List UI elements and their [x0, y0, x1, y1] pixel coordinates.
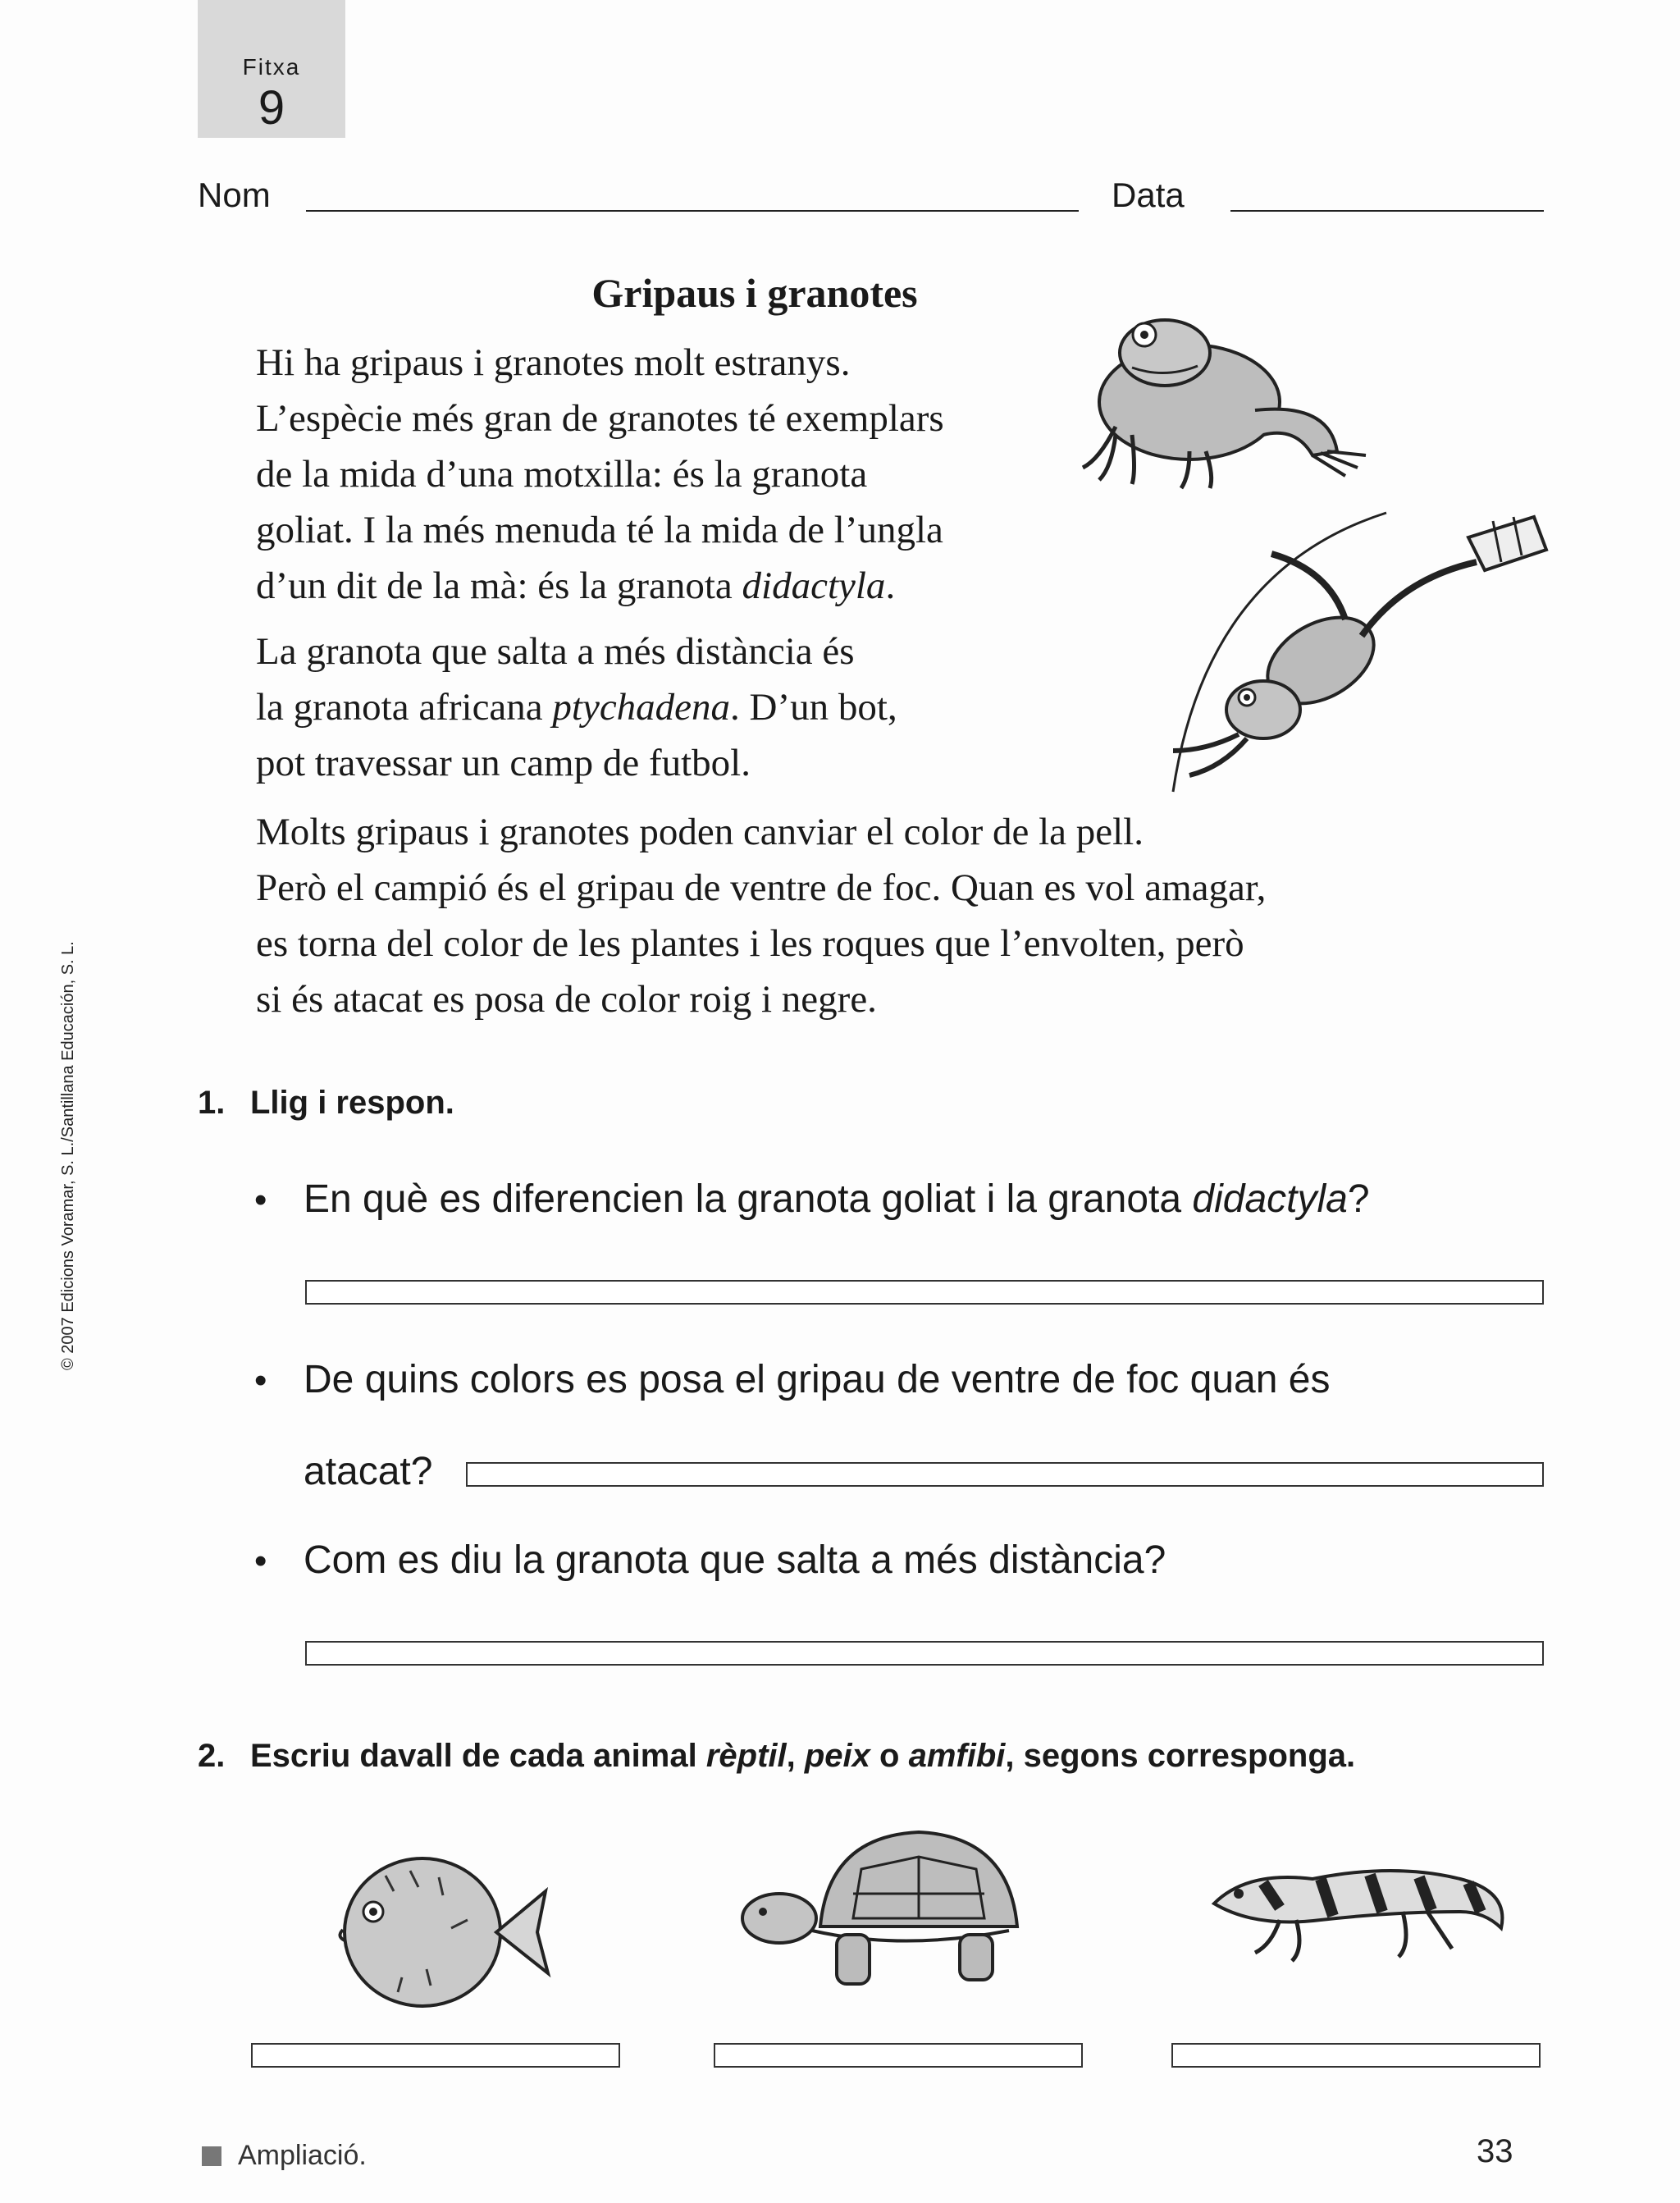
text-line: de la mida d’una motxilla: és la granota [256, 453, 868, 496]
question-1: • En què es diferencien la granota goliat i la granota didactyla? [254, 1177, 1370, 1221]
question-2-continuation: atacat? [304, 1450, 433, 1493]
reading-paragraph-3 [256, 804, 1266, 1027]
text-line: pot travessar un camp de futbol. [256, 742, 751, 784]
exercise-2-title: 2. Escriu davall de cada animal rèptil, peix o amfibi, segons corresponga. [198, 1738, 1356, 1774]
name-field[interactable] [306, 210, 1079, 212]
answer-box-tortoise[interactable] [714, 2043, 1083, 2068]
worksheet-number: 9 [258, 81, 285, 135]
text-line: Però el campió és el gripau de ventre de foc. Quan es vol amagar, [256, 866, 1267, 909]
answer-box-2[interactable] [466, 1462, 1544, 1487]
exercise-instruction: Llig i respon. [250, 1085, 454, 1121]
date-label: Data [1112, 176, 1185, 214]
bullet: • [254, 1360, 267, 1401]
page-number: 33 [1477, 2133, 1513, 2169]
answer-box-3[interactable] [305, 1641, 1544, 1666]
date-field[interactable] [1230, 210, 1544, 212]
worksheet-tab [198, 0, 345, 138]
exercise-1-title [198, 1085, 454, 1122]
answer-box-pufferfish[interactable] [251, 2043, 620, 2068]
text-line: es torna del color de les plantes i les roques que l’envolten, però [256, 922, 1244, 965]
question-2: • De quins colors es posa el gripau de ventre de foc quan és [254, 1358, 1331, 1401]
bullet: • [254, 1541, 267, 1581]
pufferfish-illustration [328, 1838, 558, 2027]
tortoise-illustration [738, 1820, 1025, 2000]
reading-paragraph-2 [256, 624, 897, 791]
text-line: d’un dit de la mà: és la granota didactyla. [256, 564, 896, 607]
sitting-frog-illustration [1066, 312, 1370, 492]
text-line: la granota africana ptychadena. D’un bot, [256, 686, 897, 729]
worksheet-label: Fitxa [242, 54, 301, 80]
reading-paragraph-1 [256, 335, 944, 614]
text-line: Molts gripaus i granotes poden canviar el color de la pell. [256, 811, 1144, 853]
text-line: Hi ha gripaus i granotes molt estranys. [256, 341, 851, 384]
question-3: • Com es diu la granota que salta a més distància? [254, 1538, 1166, 1582]
bullet: • [254, 1180, 267, 1220]
exercise-number: 1. [198, 1085, 226, 1121]
answer-box-salamander[interactable] [1171, 2043, 1541, 2068]
salamander-illustration [1198, 1830, 1526, 1977]
footer-square-icon [202, 2146, 221, 2166]
exercise-number: 2. [198, 1738, 226, 1774]
copyright-notice: © 2007 Edicions Voramar, S. L./Santillana Educación, S. L. [59, 941, 77, 1370]
text-line: si és atacat es posa de color roig i negre. [256, 978, 877, 1021]
text-line: La granota que salta a més distància és [256, 630, 855, 673]
footer-label: Ampliació. [238, 2140, 367, 2171]
answer-box-1[interactable] [305, 1280, 1544, 1305]
jumping-frog-illustration [1157, 505, 1550, 800]
text-line: goliat. I la més menuda té la mida de l’ungla [256, 509, 943, 551]
reading-title: Gripaus i granotes [591, 270, 918, 316]
text-line: L’espècie més gran de granotes té exemplars [256, 397, 944, 440]
name-label: Nom [198, 176, 271, 214]
